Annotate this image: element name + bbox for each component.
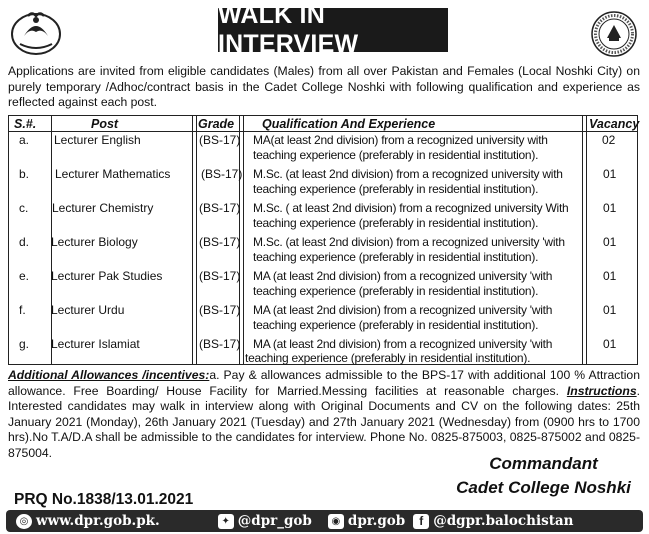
allowances-label: Additional Allowances /incentives:: [8, 368, 210, 382]
row-vacancy: 01: [603, 167, 617, 181]
row-qualification-line1: MA(at least 2nd division) from a recognized university with: [253, 133, 548, 147]
row-grade: (BS-17): [199, 133, 241, 147]
footer-facebook[interactable]: [413, 513, 573, 529]
posts-table: [8, 115, 638, 365]
row-post: Lecturer Mathematics: [55, 167, 171, 181]
instructions-label: Instructions: [566, 383, 637, 398]
row-sno: f.: [19, 303, 26, 317]
signature-institution: Cadet College Noshki: [456, 478, 631, 497]
row-post: Lecturer Islamiat: [51, 337, 140, 351]
row-post: Lecturer Biology: [51, 235, 138, 249]
header-post: Post: [91, 117, 119, 131]
row-qualification-line1: M.Sc. (at least 2nd division) from a recognized university with: [253, 167, 563, 181]
row-qualification-line2: teaching experience (preferably in residential institution).: [253, 250, 539, 264]
footer-bar: [6, 510, 643, 532]
row-vacancy: 01: [603, 303, 617, 317]
row-qualification-line2: teaching experience (preferably in residential institution).: [253, 148, 539, 162]
footer-website[interactable]: [16, 513, 160, 529]
row-qualification-line2: teaching experience (preferably in residential institution).: [253, 284, 539, 298]
row-sno: c.: [19, 201, 29, 215]
row-vacancy: 01: [603, 201, 617, 215]
twitter-icon: ✦: [218, 514, 234, 529]
row-sno: a.: [19, 133, 30, 147]
row-vacancy: 01: [603, 269, 617, 283]
row-sno: g.: [19, 337, 30, 351]
row-grade: (BS-17): [199, 201, 241, 215]
allowances-text: a. Pay & allowances admissible to the BPS-17 with additional 100 % Attraction allowance. Free Boarding/ House Facility for Married.Messing facilities at reasonable charges.: [8, 368, 640, 398]
header-grade: Grade: [198, 117, 235, 131]
globe-icon: ◎: [16, 514, 32, 529]
footer-twitter[interactable]: [218, 513, 312, 529]
instagram-handle: dpr.gob: [347, 513, 406, 529]
row-sno: d.: [19, 235, 30, 249]
row-post: Lecturer Pak Studies: [51, 269, 163, 283]
instagram-icon: ◉: [328, 514, 344, 529]
row-vacancy: 01: [603, 235, 617, 249]
signature-title: Commandant: [489, 454, 598, 473]
twitter-handle: @dpr_gob: [237, 513, 312, 529]
advertisement: [6, 1, 643, 530]
signature-block: [446, 452, 641, 500]
row-grade: (BS-17): [201, 167, 243, 181]
facebook-icon: f: [413, 514, 429, 529]
header-sno: S.#.: [14, 117, 37, 131]
footer-instagram[interactable]: [328, 513, 405, 529]
row-vacancy: 02: [602, 133, 616, 147]
dgpr-seal-logo: [589, 10, 639, 58]
row-qualification-line2: teaching experience (preferably in residential institution).: [253, 318, 539, 332]
instructions-text: . Interested candidates may walk in interview along with Original Documents and CV on the following dates: 25th January 2021 (Monday), 26th January 2021 (Tuesday) and 27th January 2021 (Wednesday) from (0900 hrs to 1700 hrs).No T.A/D.A shall be admissible to the candidates for interview. Phone No. 0825-875003, 0825-875002 and 0825-875004.: [8, 383, 640, 460]
row-post: Lecturer Chemistry: [52, 201, 154, 215]
row-qualification-line1: M.Sc. ( at least 2nd division) from a recognized university With: [253, 201, 569, 215]
row-grade: (BS-17): [199, 235, 241, 249]
row-qualification-line2: teaching experience (preferably in residential institution).: [253, 216, 539, 230]
row-grade: (BS-17): [199, 269, 241, 283]
row-sno: b.: [19, 167, 30, 181]
header-vacancy: Vacancy: [589, 117, 640, 131]
row-qualification-line1: M.Sc. (at least 2nd division) from a recognized university 'with: [253, 235, 565, 249]
intro-paragraph: Applications are invited from eligible candidates (Males) from all over Pakistan and Females (Local Noshki City) on purely temporary /Adhoc/contract basis in the Cadet College Noshki with following qualification and experience as reflected against each post.: [8, 64, 640, 109]
row-grade: (BS-17): [199, 303, 241, 317]
allowances-paragraph: [8, 368, 640, 462]
row-post: Lecturer English: [54, 133, 141, 147]
row-post: Lecturer Urdu: [51, 303, 125, 317]
row-grade: (BS-17): [199, 337, 241, 351]
row-qualification-line1: MA (at least 2nd division) from a recognized university 'with: [253, 337, 553, 351]
website-text: www.dpr.gob.pk.: [36, 513, 160, 529]
row-qualification-line1: MA (at least 2nd division) from a recognized university 'with: [253, 303, 553, 317]
prq-number: PRQ No.1838/13.01.2021: [14, 491, 194, 508]
row-qualification-line2: teaching experience (preferably in residential institution).: [245, 351, 531, 365]
row-vacancy: 01: [603, 337, 617, 351]
row-qualification-line1: MA (at least 2nd division) from a recognized university 'with: [253, 269, 553, 283]
page-title: WALK IN INTERVIEW: [218, 8, 448, 52]
row-sno: e.: [19, 269, 30, 283]
facebook-handle: @dgpr.balochistan: [433, 513, 574, 529]
header-qualification: Qualification And Experience: [262, 117, 436, 131]
balochistan-government-logo: [10, 10, 62, 56]
row-qualification-line2: teaching experience (preferably in residential institution).: [253, 182, 539, 196]
